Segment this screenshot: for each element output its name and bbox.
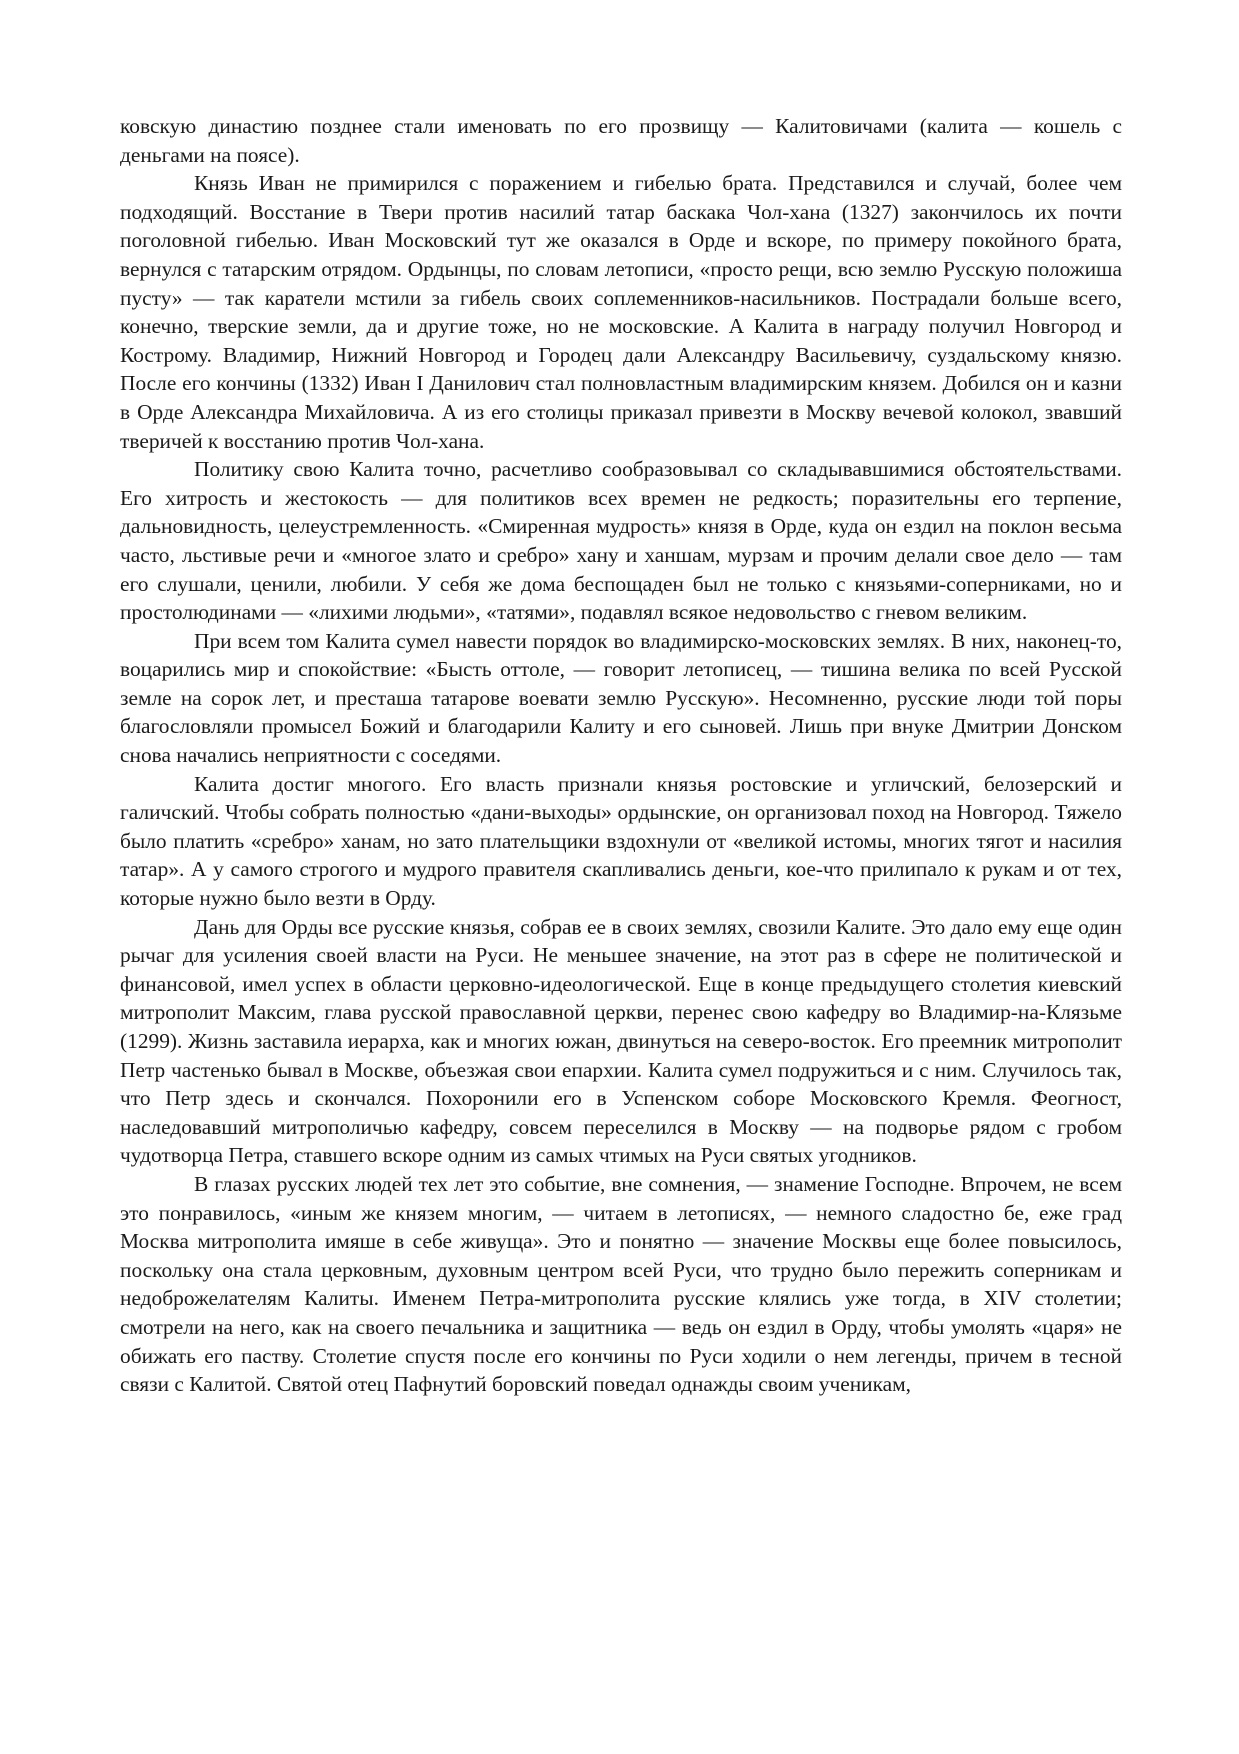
paragraph-7: В глазах русских людей тех лет это событие, вне сомнения, — знамение Господне. Впрочем, не всем это понравилось, «иным же князем многим, — читаем в летописях, — немного сладостно бе, еже град Москва митрополита имяше в себе живуща». Это и понятно — значение Москвы еще более повысилось, поскольку она стала церковным, духовным центром всей Руси, что трудно было пережить соперникам и недоброжелателям Калиты. Именем Петра-митрополита русские клялись уже тогда, в XIV столетии; смотрели на него, как на своего печальника и защитника — ведь он ездил в Орду, чтобы умолять «царя» не обижать его паству. Столетие спустя после его кончины по Руси ходили о нем легенды, причем в тесной связи с Калитой. Святой отец Пафнутий боровский поведал однажды своим ученикам, (120, 1171, 1122, 1397)
paragraph-5: Калита достиг многого. Его власть признали князья ростовские и угличский, белозерский и галичский. Чтобы собрать полностью «дани-выходы» ордынские, он организовал поход на Новгород. Тяжело было платить «сребро» ханам, но зато плательщики вздохнули от «великой истомы, многих тягот и насилия татар». А у самого строгого и мудрого правителя скапливались деньги, кое-что прилипало к рукам и от тех, которые нужно было везти в Орду. (120, 771, 1122, 911)
paragraph-3: Политику свою Калита точно, расчетливо сообразовывал со складывавшимися обстоятельствами. Его хитрость и жестокость — для политиков всех времен не редкость; поразительны его терпение, дальновидность, целеустремленность. «Смиренная мудрость» князя в Орде, куда он ездил на поклон весьма часто, льстивые речи и «многое злато и сребро» хану и ханшам, мурзам и прочим делали свое дело — там его слушали, ценили, любили. У себя же дома беспощаден был не только с князьями-соперниками, но и простолюдинами — «лихими людьми», «татями», подавлял всякое недовольство с гневом великим. (120, 457, 1122, 625)
paragraph-1: ковскую династию позднее стали именовать по его прозвищу — Калитовичами (калита — кошель с деньгами на поясе). (120, 114, 1122, 167)
paragraph-6: Дань для Орды все русские князья, собрав ее в своих землях, свозили Калите. Это дало ему еще один рычаг для усиления своей власти на Руси. Не меньшее значение, на этот раз в сфере не политической и финансовой, имел успех в области церковно-идеологической. Еще в конце предыдущего столетия киевский митрополит Максим, глава русской православной церкви, перенес свою кафедру во Владимир-на-Клязьме (1299). Жизнь заставила иерарха, как и многих южан, двинуться на северо-восток. Его преемник митрополит Петр частенько бывал в Москве, объезжая свои епархии. Калита сумел подружиться и с ним. Случилось так, что Петр здесь и скончался. Похоронили его в Успенском соборе Московского Кремля. Феогност, наследовавший митрополичью кафедру, совсем переселился в Москву — на подворье рядом с гробом чудотворца Петра, ставшего вскоре одним из самых чтимых на Руси святых угодников. (120, 914, 1122, 1168)
paragraph-4: При всем том Калита сумел навести порядок во владимирско-московских землях. В них, наконец-то, воцарились мир и спокойствие: «Бысть оттоле, — говорит летописец, — тишина велика по всей Русской земле на сорок лет, и престаша татарове воевати землю Русскую». Несомненно, русские люди той поры благословляли промысел Божий и благодарили Калиту и его сыновей. Лишь при внуке Дмитрии Донском снова начались неприятности с соседями. (120, 628, 1122, 768)
paragraph-2: Князь Иван не примирился с поражением и гибелью брата. Представился и случай, более чем подходящий. Восстание в Твери против насилий татар баскака Чол-хана (1327) закончилось их почти поголовной гибелью. Иван Московский тут же оказался в Орде и вскоре, по примеру покойного брата, вернулся с татарским отрядом. Ордынцы, по словам летописи, «просто рещи, всю землю Русскую положиша пусту» — так каратели мстили за гибель своих соплеменников-насильников. Пострадали больше всего, конечно, тверские земли, да и другие тоже, но не московские. А Калита в награду получил Новгород и Кострому. Владимир, Нижний Новгород и Городец дали Александру Васильевичу, суздальскому князю. После его кончины (1332) Иван I Данилович стал полновластным владимирским князем. Добился он и казни в Орде Александра Михайловича. А из его столицы приказал привезти в Москву вечевой колокол, звавший тверичей к восстанию против Чол-хана. (120, 171, 1122, 453)
document-page (120, 112, 1122, 1399)
